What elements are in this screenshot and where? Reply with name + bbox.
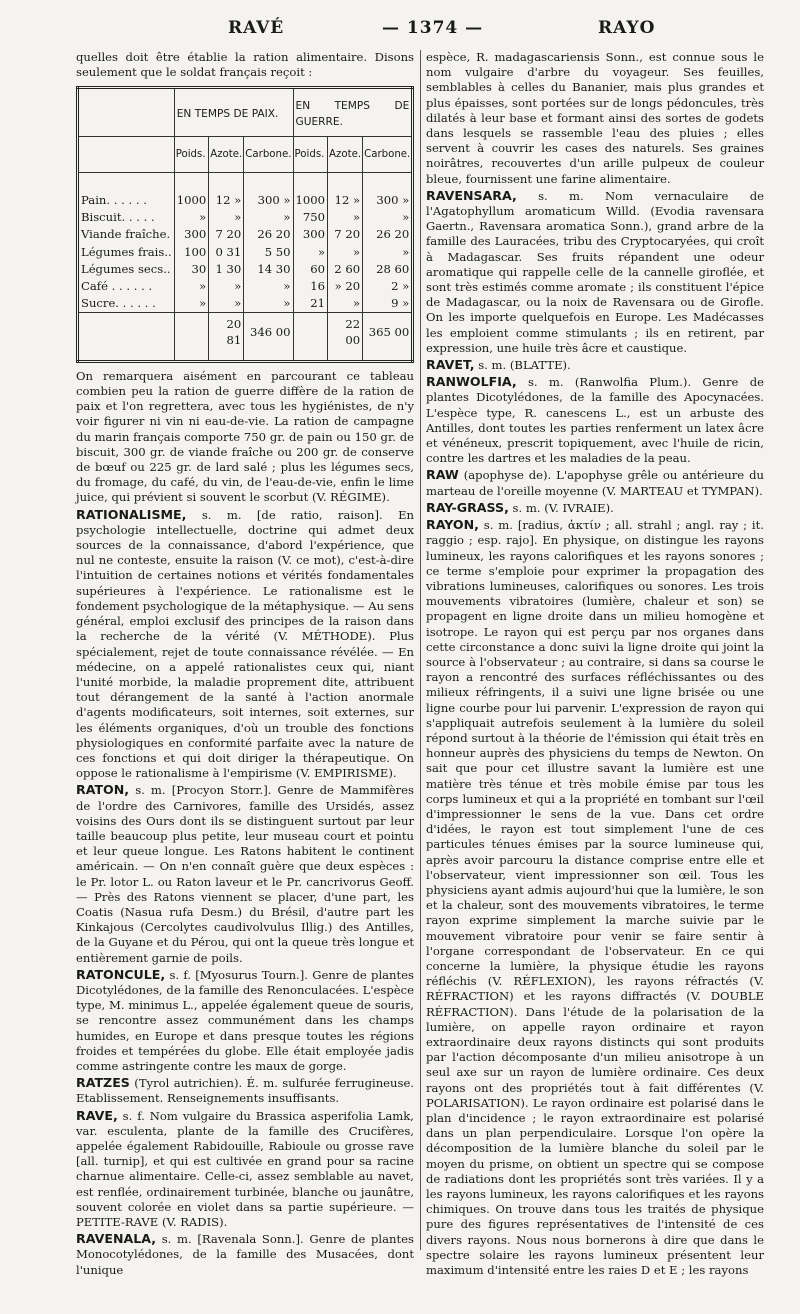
- table-cell: 28 60: [363, 261, 413, 278]
- headword: RATZES: [76, 1075, 130, 1091]
- entry-text: s. m. [radius, ἀκτίν ; all. strahl ; angl. ray ; it. raggio ; esp. rajo]. En physique, on distingue les rayons lumineux, les rayons calorifiques et les rayons sonores ; ce terme s'emploie pour exprimer la propagation des vibrations lumineuses, calorifiques ou sonores. Les trois mouvements vibratoires (lumière, chaleur et son) se propagent en ligne droite dans un milieu homogène et isotrope. Le rayon qui est perçu par nos organes dans cette circonstance a donc suivi la ligne droite qui joint la source à l'observateur ; au contraire, si dans sa course le rayon a rencontré des surfaces réfléchissantes ou des milieux réfringents, il a suivi une ligne brisée ou une ligne courbe pour lui parvenir. L'expression de rayon qui s'appliquait autrefois seulement à la lumière du soleil répond surtout à la théorie de l'émission qui était très en honneur auprès des physiciens du temps de Newton. On sait que pour cet illustre savant la lumière est une matière très ténue et très mobile émise par tous les corps lumineux et qui a la propriété en tombant sur l'œil d'impressionner le sens de la vue. Dans cet ordre d'idées, le rayon est tout simplement l'une de ces particules ténues émises par la source lumineuse qui, après avoir parcouru la distance comprise entre elle et l'observateur, vient impressionner son œil. Tous les physiciens ayant admis aujourd'hui que la lumière, le son et la chaleur, sont des mouvements vibratoires, le terme rayon exprime simplement la marche suivie par le mouvement vibratoire pour venir se faire sentir à l'organe correspondant de l'observateur. En ce qui concerne la lumière, la physique étudie les rayons réfléchis (V. RÉFLEXION), les rayons réfractés (V. RÉFRACTION) et les rayons diffractés (V. DOUBLE RÉFRACTION). Dans l'étude de la polarisation de la lumière, on appelle rayon ordinaire et rayon extraordinaire deux rayons distincts qui sont produits par l'action décomposante d'un milieu anisotrope à un seul axe sur un rayon de lumière ordinaire. Ces deux rayons ont des propriétés tout à fait différentes (V. POLARISATION). Le rayon ordinaire est polarisé dans le plan d'incidence ; le rayon extraordinaire est polarisé dans un plan perpendiculaire. Lorsque l'on opère la décomposition de la lumière blanche du soleil par le moyen du prisme, on obtient un spectre qui se compose de radiations dont les propriétés sont très variées. Il y a les rayons lumineux, les rayons calorifiques et les rayons chimiques. On trouve dans tous les traités de physique pure des figures représentatives de l'intensité de ces divers rayons. Nous nous bornerons à dire que dans le spectre solaire les rayons lumineux présentent leur maximum d'intensité entre les raies D et E ; les rayons: [426, 518, 764, 1278]
- table-cell: 300: [174, 226, 209, 243]
- table-cell: 2 60: [328, 261, 363, 278]
- table-cell: 21: [293, 295, 328, 313]
- total-cell: 22 00: [328, 313, 363, 361]
- table-cell: »: [209, 209, 244, 226]
- table-cell: 1000: [174, 173, 209, 210]
- sub-header: Carbone.: [244, 136, 293, 172]
- entry-ranwolfia: [426, 374, 764, 466]
- row-label: Biscuit. . . . .: [78, 209, 175, 226]
- table-cell: »: [174, 209, 209, 226]
- entry-text: s. m. [Ravenala Sonn.]. Genre de plantes Monocotylédones, de la famille des Musacées, dont l'unique: [76, 1232, 414, 1277]
- table-row: [78, 209, 413, 226]
- table-cell: »: [244, 209, 293, 226]
- entry-ratzes: [76, 1075, 414, 1106]
- table-cell: 60: [293, 261, 328, 278]
- row-label: Pain. . . . . .: [78, 173, 175, 210]
- total-cell: [174, 313, 209, 361]
- entry-ratoncule: [76, 967, 414, 1074]
- table-cell: 26 20: [363, 226, 413, 243]
- table-cell: »: [328, 209, 363, 226]
- table-cell: »: [174, 295, 209, 313]
- table-row: [78, 226, 413, 243]
- table-cell: 5 50: [244, 244, 293, 261]
- table-cell: »: [363, 244, 413, 261]
- table-cell: 300 »: [244, 173, 293, 210]
- headword: RAYON,: [426, 517, 479, 533]
- total-cell: 365 00: [363, 313, 413, 361]
- entry-ray-grass: [426, 500, 764, 516]
- table-row: [78, 295, 413, 313]
- page-header: [0, 18, 800, 46]
- table-row: [78, 244, 413, 261]
- table-cell: »: [209, 295, 244, 313]
- sub-header: Poids.: [293, 136, 328, 172]
- sub-header: Azote.: [328, 136, 363, 172]
- table-cell: 300: [293, 226, 328, 243]
- total-cell: 20 81: [209, 313, 244, 361]
- entry-rayon: [426, 517, 764, 1278]
- entry-text: s. m. Nom vernaculaire de l'Agatophyllum aromaticum Willd. (Evodia ravensara Gaertn., Ravensara aromatica Sonn.), grand arbre de la famille des Lauracées, tribu des Cryptocaryées, qui croît à Madagascar. Ses fruits répandent une odeur aromatique qui rappelle celle de la cannelle giroflée, et sont très estimés comme aromate ; ils constituent l'épice de Madagascar, ou la noix de Ravensara ou de Girofle. On les importe quelquefois en Europe. Les Madécasses les emploient comme stimulants ; ils en retirent, par expression, une huile très âcre et caustique.: [426, 188, 764, 355]
- entry-text: s. f. Nom vulgaire du Brassica asperifolia Lamk, var. esculenta, plante de la famille des Crucifères, appelée également Rabidouille, Rabioule ou grosse rave [all. turnip], et qui est cultivée en grand pour sa racine charnue alimentaire. Celle-ci, assez semblable au navet, est renflée, ordinairement turbinée, blanche ou jaunâtre, souvent colorée en violet dans sa partie supérieure. — PETITE-RAVE (V. RADIS).: [76, 1108, 414, 1230]
- group-header-war: EN TEMPS DE GUERRE.: [293, 88, 413, 136]
- entry-raton: [76, 782, 414, 965]
- table-cell: »: [293, 244, 328, 261]
- table-cell: 300 »: [363, 173, 413, 210]
- total-cell: [293, 313, 328, 361]
- header-left-word: RAVÉ: [228, 18, 285, 38]
- row-label: Sucre. . . . . .: [78, 295, 175, 313]
- entry-ravet: [426, 357, 764, 373]
- group-header-peace: EN TEMPS DE PAIX.: [174, 88, 293, 136]
- table-cell: 7 20: [209, 226, 244, 243]
- table-cell: » 20: [328, 278, 363, 295]
- entry-ravenala: [76, 1231, 414, 1278]
- sub-header: Azote.: [209, 136, 244, 172]
- ravenala-continuation: espèce, R. madagascariensis Sonn., est connue sous le nom vulgaire d'arbre du voyageur. Ses feuilles, semblables à celles du Bananier, mais plus grandes et plus épaisses, sont portées sur de longs pédoncules, très dilatés à leur base et formant ainsi des sortes de godets dans lesquels se rassemble l'eau des pluies ; elles servent à couvrir les cases des naturels. Ses graines noirâtres, recouvertes d'un arille pulpeux de couleur bleue, fournissent une farine alimentaire.: [426, 50, 764, 186]
- entry-ravensara: [426, 188, 764, 356]
- table-row: [78, 173, 413, 210]
- headword: RATON,: [76, 782, 130, 798]
- page-number: — 1374 —: [382, 18, 484, 38]
- table-cell: 100: [174, 244, 209, 261]
- entry-text: s. f. [Myosurus Tourn.]. Genre de plantes Dicotylédones, de la famille des Renonculacées. L'espèce type, M. minimus L., appelée également queue de souris, se rencontre assez communément dans les champs humides, en Europe et dans presque toutes les régions froides et tempérées du globe. Elle était employée jadis comme astringente contre les maux de gorge.: [76, 967, 414, 1073]
- left-column: [76, 50, 414, 1278]
- entry-text: (apophyse de). L'apophyse grêle ou antérieure du marteau de l'oreille moyenne (V. MARTEAU et TYMPAN).: [426, 468, 764, 498]
- table-cell: »: [174, 278, 209, 295]
- row-label: Légumes frais..: [78, 244, 175, 261]
- headword: RAVE,: [76, 1107, 118, 1123]
- table-cell: 12 »: [328, 173, 363, 210]
- sub-header: Poids.: [174, 136, 209, 172]
- header-right-word: RAYO: [598, 18, 656, 38]
- headword: RATONCULE,: [76, 966, 166, 982]
- right-column: [426, 50, 764, 1278]
- table-row: [78, 261, 413, 278]
- entry-text: s. m. (V. IVRAIE).: [508, 500, 614, 515]
- entry-text: s. m. (BLATTE).: [474, 358, 571, 373]
- table-cell: »: [328, 244, 363, 261]
- row-label: Café . . . . . .: [78, 278, 175, 295]
- headword: RAY-GRASS,: [426, 499, 509, 515]
- entry-text: (Tyrol autrichien). É. m. sulfurée ferrugineuse. Etablissement. Renseignements insuffisants.: [76, 1076, 414, 1106]
- table-cell: 7 20: [328, 226, 363, 243]
- column-divider: [420, 50, 421, 1250]
- ration-table: [76, 86, 414, 362]
- table-cell: 26 20: [244, 226, 293, 243]
- row-label: Légumes secs..: [78, 261, 175, 278]
- table-cell: »: [244, 295, 293, 313]
- table-cell: »: [363, 209, 413, 226]
- table-cell: 14 30: [244, 261, 293, 278]
- table-cell: 9 »: [363, 295, 413, 313]
- headword: RANWOLFIA,: [426, 374, 517, 390]
- headword: RAVENSARA,: [426, 187, 517, 203]
- table-cell: 1 30: [209, 261, 244, 278]
- totals-row: [78, 313, 413, 361]
- table-cell: 0 31: [209, 244, 244, 261]
- table-row: [78, 278, 413, 295]
- table-cell: 750: [293, 209, 328, 226]
- table-cell: 2 »: [363, 278, 413, 295]
- headword: RAVENALA,: [76, 1231, 157, 1247]
- entry-rave: [76, 1108, 414, 1231]
- row-label: Viande fraîche.: [78, 226, 175, 243]
- table-commentary: On remarquera aisément en parcourant ce tableau combien peu la ration de guerre diffère de la ration de paix et l'on regrettera, avec tous les hygiénistes, de n'y voir figurer ni vin ni eau-de-vie. La ration de campagne du marin français comporte 750 gr. de pain ou 150 gr. de biscuit, 300 gr. de viande fraîche ou 200 gr. de conserve de bœuf ou 225 gr. de lard salé ; plus les légumes secs, du fromage, du café, du vin, de l'eau-de-vie, enfin le lime juice, qui prévient si souvent le scorbut (V. RÉGIME).: [76, 368, 414, 505]
- entry-text: s. m. [Procyon Storr.]. Genre de Mammifères de l'ordre des Carnivores, famille des Ursidés, assez voisins des Ours dont ils se distinguent surtout par leur taille beaucoup plus petite, leur museau court et pointu et leur queue longue. Les Ratons habitent le continent américain. — On n'en connaît guère que deux espèces : le Pr. lotor L. ou Raton laveur et le Pr. cancrivorus Geoff. — Près des Ratons viennent se placer, d'une part, les Coatis (Nasua rufa Desm.) du Brésil, d'autre part les Kinkajous (Cercolytes caudivolvulus Illig.) des Antilles, de la Guyane et du Pérou, qui ont la queue très longue et entièrement garnie de poils.: [76, 783, 414, 965]
- entry-text: s. m. (Ranwolfia Plum.). Genre de plantes Dicotylédones, de la famille des Apocynacées. L'espèce type, R. canescens L., est un arbuste des Antilles, dont toutes les parties renferment un latex âcre et vénéneux, prescrit topiquement, avec l'huile de ricin, contre les dartres et les maladies de la peau.: [426, 375, 764, 466]
- table-cell: »: [244, 278, 293, 295]
- table-corner: [78, 88, 175, 136]
- intro-paragraph: quelles doit être établie la ration alimentaire. Disons seulement que le soldat français reçoit :: [76, 50, 414, 80]
- table-cell: 12 »: [209, 173, 244, 210]
- table-cell: 16: [293, 278, 328, 295]
- sub-header: Carbone.: [363, 136, 413, 172]
- entry-text: s. m. [de ratio, raison]. En psychologie intellectuelle, doctrine qui admet deux sources de la connaissance, d'abord l'expérience, que nul ne conteste, ensuite la raison (V. ce mot), c'est-à-dire l'intuition de certaines notions et vérités fondamentales supérieures à l'expérience. Le rationalisme est le fondement psychologique de la métaphysique. — Au sens général, emploi exclusif des principes de la raison dans la recherche de la vérité (V. MÉTHODE). Plus spécialement, rejet de toute connaissance révélée. — En médecine, on a appelé rationalistes ceux qui, niant l'unité morbide, la maladie proprement dite, attribuent tout dérangement de la santé à l'action anormale d'agents modificateurs, soit internes, soit externes, sur les éléments organiques, d'où un trouble des fonctions physiologiques en conformité parfaite avec la nature de ces fonctions et qui doit diriger la thérapeutique. On oppose le rationalisme à l'empirisme (V. EMPIRISME).: [76, 507, 414, 781]
- total-cell: 346 00: [244, 313, 293, 361]
- table-cell: »: [328, 295, 363, 313]
- entry-raw: [426, 467, 764, 498]
- table-cell: 30: [174, 261, 209, 278]
- entry-rationalisme: [76, 507, 414, 782]
- headword: RAW: [426, 467, 459, 483]
- headword: RAVET,: [426, 357, 475, 373]
- table-cell: 1000: [293, 173, 328, 210]
- headword: RATIONALISME,: [76, 506, 187, 522]
- table-cell: »: [209, 278, 244, 295]
